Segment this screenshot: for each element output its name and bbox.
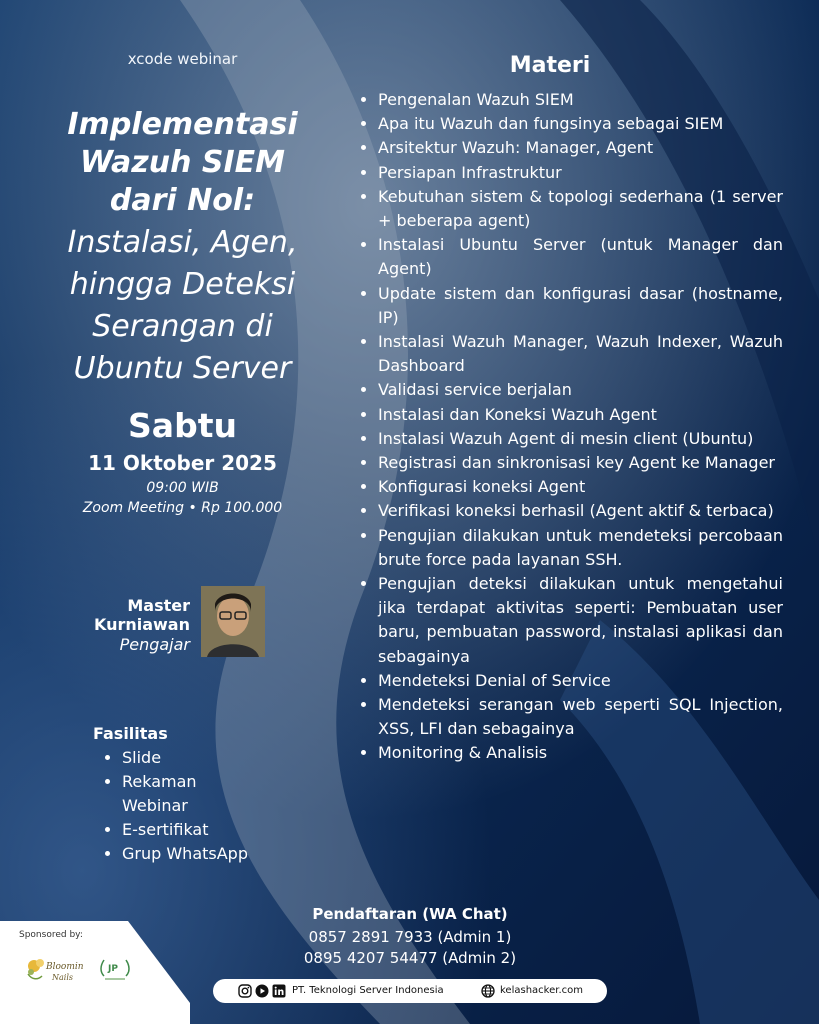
list-item: • Apa itu Wazuh dan fungsinya sebagai SIEM bbox=[378, 112, 783, 136]
list-item: • Mendeteksi serangan web seperti SQL Injection, XSS, LFI dan sebagainya bbox=[378, 693, 783, 741]
list-item: • Persiapan Infrastruktur bbox=[378, 161, 783, 185]
youtube-icon[interactable] bbox=[255, 984, 269, 998]
list-item: • Instalasi Wazuh Manager, Wazuh Indexer, Wazuh Dashboard bbox=[378, 330, 783, 378]
list-item: • E-sertifikat bbox=[122, 818, 322, 842]
list-item: • Monitoring & Analisis bbox=[378, 741, 783, 765]
website-link[interactable]: kelashacker.com bbox=[500, 985, 583, 996]
list-item: • Mendeteksi Denial of Service bbox=[378, 669, 783, 693]
instructor-role: Pengajar bbox=[119, 635, 190, 654]
materi-list bbox=[360, 88, 783, 766]
materi-title: Materi bbox=[509, 53, 591, 78]
event-day: Sabtu bbox=[128, 406, 237, 445]
title-line: dari Nol: bbox=[109, 183, 256, 218]
fasilitas-title: Fasilitas bbox=[93, 724, 168, 743]
instructor-name bbox=[70, 596, 190, 634]
linkedin-icon[interactable] bbox=[272, 984, 286, 998]
subtitle-line: Serangan di bbox=[92, 309, 273, 344]
list-item: • Rekaman Webinar bbox=[122, 770, 212, 818]
list-item: • Konfigurasi koneksi Agent bbox=[378, 475, 783, 499]
instructor-photo bbox=[201, 586, 265, 657]
instructor-name-line: Kurniawan bbox=[93, 615, 190, 634]
subtitle-line: Instalasi, Agen, bbox=[67, 225, 298, 260]
webinar-title-subtitle bbox=[40, 222, 325, 390]
subtitle-line: Ubuntu Server bbox=[73, 351, 292, 386]
sponsor-label: Sponsored by: bbox=[19, 930, 83, 940]
list-item: • Validasi service berjalan bbox=[378, 378, 783, 402]
fasilitas-list bbox=[100, 746, 322, 866]
registration-contact-2: 0895 4207 54477 (Admin 2) bbox=[303, 949, 517, 967]
event-venue-price: Zoom Meeting • Rp 100.000 bbox=[82, 500, 283, 516]
footer-bar bbox=[213, 979, 607, 1003]
footer-company: PT. Teknologi Server Indonesia bbox=[292, 985, 444, 996]
webinar-title-bold bbox=[40, 106, 325, 220]
event-time: 09:00 WIB bbox=[146, 480, 219, 496]
subtitle-line: hingga Deteksi bbox=[69, 267, 296, 302]
title-line: Implementasi bbox=[67, 107, 298, 142]
list-item: • Instalasi Ubuntu Server (untuk Manager dan Agent) bbox=[378, 233, 783, 281]
event-date: 11 Oktober 2025 bbox=[88, 451, 277, 475]
registration-title: Pendaftaran (WA Chat) bbox=[312, 905, 508, 923]
list-item: • Grup WhatsApp bbox=[122, 842, 322, 866]
list-item: • Update sistem dan konfigurasi dasar (hostname, IP) bbox=[378, 282, 783, 330]
svg-text:Nails: Nails bbox=[52, 973, 73, 982]
brand-label: xcode webinar bbox=[127, 50, 238, 68]
instructor-name-line: Master bbox=[127, 596, 190, 615]
list-item: • Instalasi dan Koneksi Wazuh Agent bbox=[378, 403, 783, 427]
registration-contact-1: 0857 2891 7933 (Admin 1) bbox=[308, 928, 512, 946]
list-item: • Verifikasi koneksi berhasil (Agent aktif & terbaca) bbox=[378, 499, 783, 523]
list-item: • Instalasi Wazuh Agent di mesin client (Ubuntu) bbox=[378, 427, 783, 451]
sponsor-logo-bloomin bbox=[24, 954, 84, 986]
list-item: • Pengenalan Wazuh SIEM bbox=[378, 88, 783, 112]
list-item: • Arsitektur Wazuh: Manager, Agent bbox=[378, 136, 783, 160]
globe-icon bbox=[481, 984, 495, 998]
list-item: • Pengujian deteksi dilakukan untuk mengetahui jika terdapat aktivitas seperti: Pembuatan user baru, pembuatan password, instalasi aplikasi dan sebagainya bbox=[378, 572, 783, 669]
list-item: • Slide bbox=[122, 746, 322, 770]
title-line: Wazuh SIEM bbox=[79, 145, 286, 180]
list-item: • Kebutuhan sistem & topologi sederhana (1 server + beberapa agent) bbox=[378, 185, 783, 233]
instagram-icon[interactable] bbox=[238, 984, 252, 998]
list-item: • Registrasi dan sinkronisasi key Agent ke Manager bbox=[378, 451, 783, 475]
list-item: • Pengujian dilakukan untuk mendeteksi percobaan brute force pada layanan SSH. bbox=[378, 524, 783, 572]
svg-text:JP: JP bbox=[108, 964, 118, 974]
social-icons bbox=[238, 984, 286, 998]
svg-text:Bloomin: Bloomin bbox=[46, 962, 84, 972]
sponsor-logo-jp bbox=[98, 956, 132, 984]
